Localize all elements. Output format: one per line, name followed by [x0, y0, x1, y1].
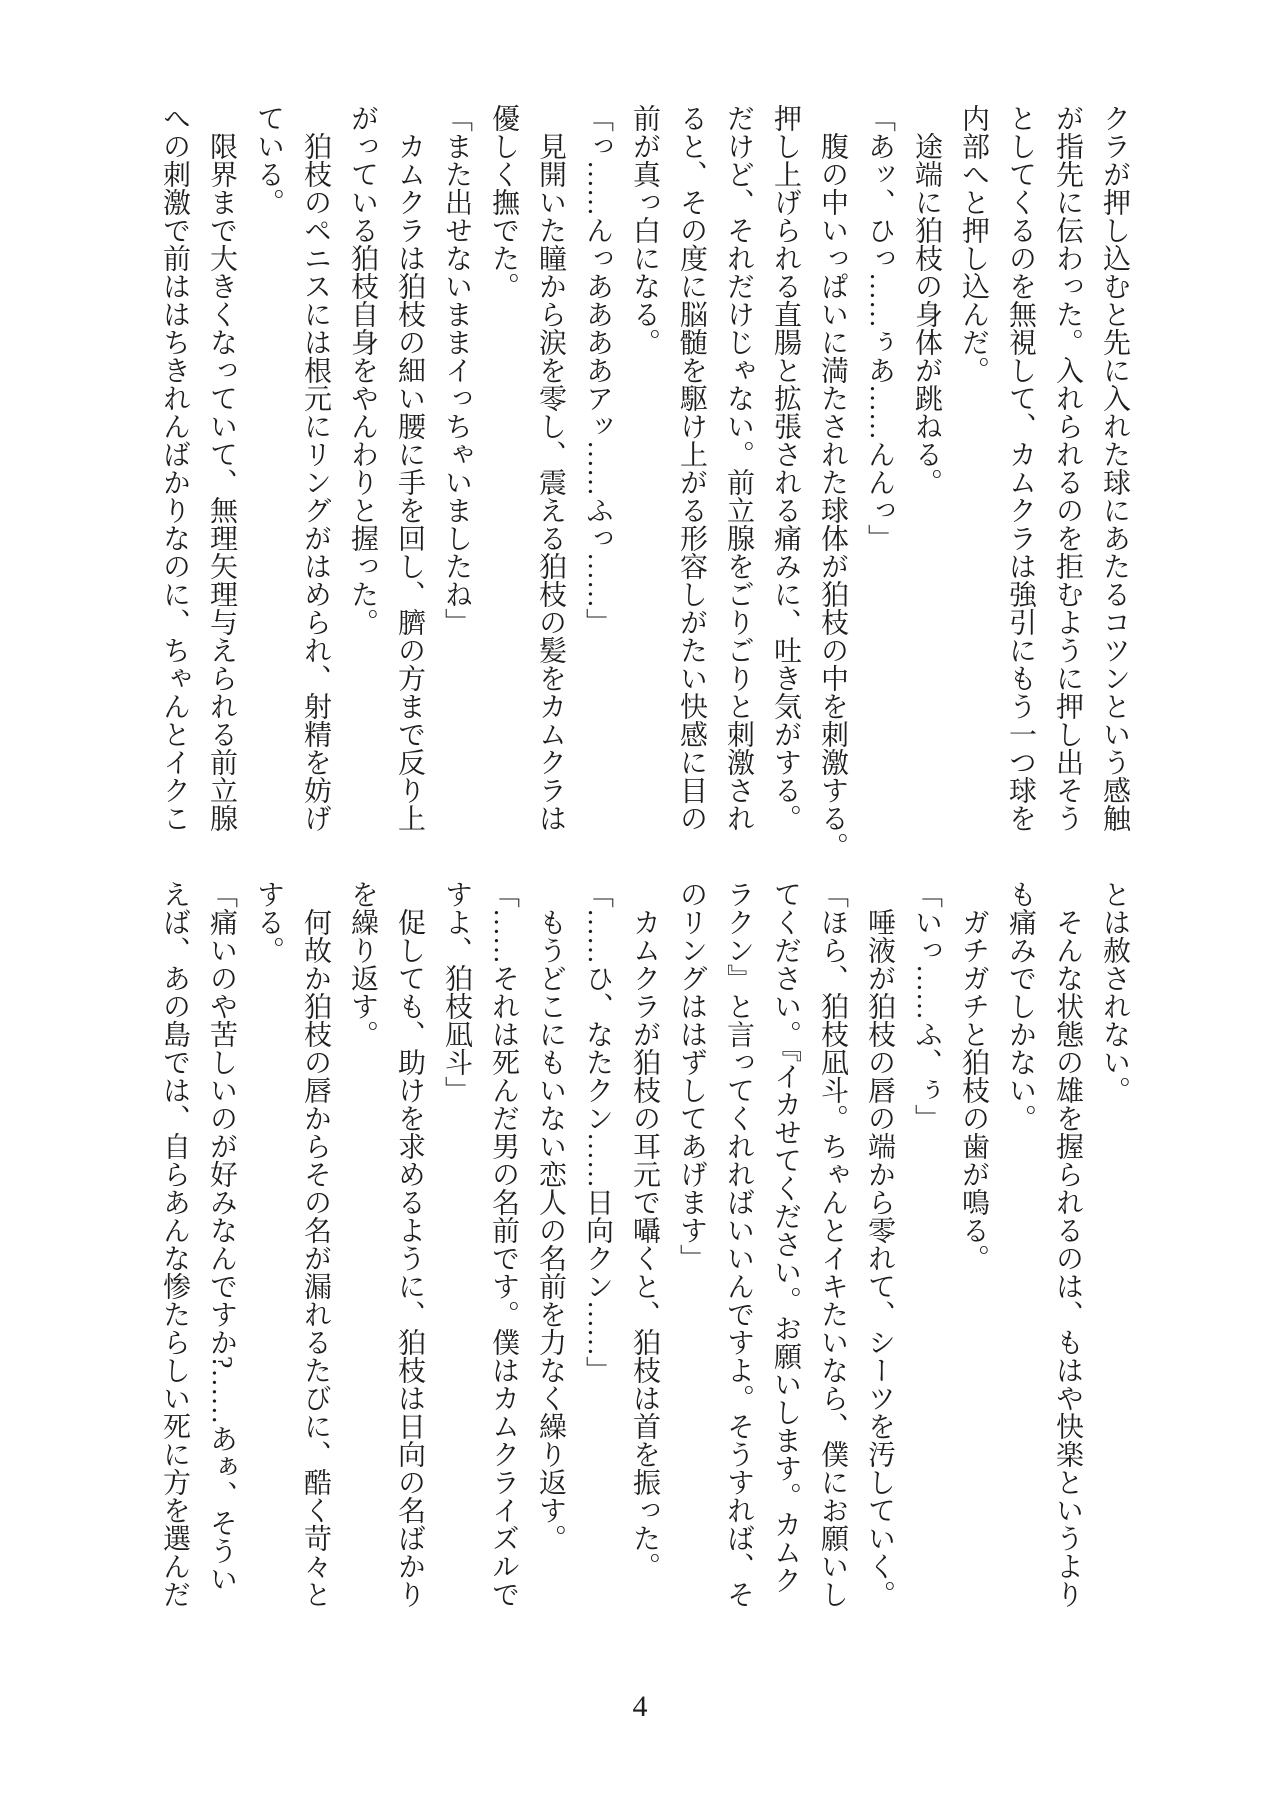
text-column: 促しても、助けを求めるように、狛枝は日向の名ばかり: [394, 880, 425, 1608]
text-column: 押し上げられる直腸と拡張される痛みに、吐き気がする。: [770, 104, 801, 832]
text-column: 「また出せないままイっちゃいましたね」: [441, 104, 472, 636]
text-column: 優しく撫でた。: [488, 104, 519, 300]
text-column: 「あッ、ひっ……ぅあ……んんっ」: [864, 104, 895, 552]
text-column: とは赦されない。: [1099, 880, 1130, 1104]
text-column: 「痛いのや苦しいのが好みなんですか?……あぁ、そうい: [206, 880, 237, 1593]
text-column: すよ、狛枝凪斗」: [441, 880, 472, 1104]
text-column: としてくるのを無視して、カムクラは強引にもう一つ球を: [1005, 104, 1036, 832]
text-column: そんな状態の雄を握られるのは、もはや快楽というより: [1052, 880, 1083, 1608]
text-column: 見開いた瞳から涙を零し、震える狛枝の髪をカムクラは: [535, 104, 566, 832]
text-column: 「っ……んっああああアッ……ふっ……」: [582, 104, 613, 636]
text-column: だけど、それだけじゃない。前立腺をごりごりと刺激され: [723, 104, 754, 832]
text-column: てください。『イカせてください。お願いします。カムク: [770, 880, 801, 1594]
text-column: 途端に狛枝の身体が跳ねる。: [911, 104, 942, 496]
text-column: 唾液が狛枝の唇の端から零れて、シーツを汚していく。: [864, 880, 895, 1608]
text-column: 「……ひ、なたクン……日向クン……」: [582, 880, 613, 1384]
text-column: 前が真っ白になる。: [629, 104, 660, 356]
text-column: 腹の中いっぱいに満たされた球体が狛枝の中を刺激する。: [817, 104, 848, 860]
text-column: を繰り返す。: [347, 880, 378, 1048]
text-column: がっている狛枝自身をやんわりと握った。: [347, 104, 378, 636]
text-column: えば、あの島では、自らあんな惨たらしい死に方を選んだ: [159, 880, 190, 1608]
text-column: のリングははずしてあげます」: [676, 880, 707, 1272]
text-column: への刺激で前ははちきれんばかりなのに、ちゃんとイクこ: [159, 104, 190, 832]
text-column: 狛枝のペニスには根元にリングがはめられ、射精を妨げ: [300, 104, 331, 832]
text-column: ガチガチと狛枝の歯が鳴る。: [958, 880, 989, 1272]
top-text-block: [144, 104, 1138, 868]
text-column: もうどこにもいない恋人の名前を力なく繰り返す。: [535, 880, 566, 1552]
text-column: 何故か狛枝の唇からその名が漏れるたびに、酷く苛々と: [300, 880, 331, 1608]
text-column: 「いっ……ふ、ぅ」: [911, 880, 942, 1132]
bottom-text-block: [144, 880, 1138, 1644]
text-column: 内部へと押し込んだ。: [958, 104, 989, 384]
text-column: ると、その度に脳髄を駆け上がる形容しがたい快感に目の: [676, 104, 707, 832]
text-column: 「……それは死んだ男の名前です。僕はカムクライズルで: [488, 880, 519, 1608]
text-column: ている。: [253, 104, 284, 216]
page-number: 4: [632, 1690, 648, 1723]
text-column: が指先に伝わった。入れられるのを拒むように押し出そう: [1052, 104, 1083, 832]
text-column: も痛みでしかない。: [1005, 880, 1036, 1132]
text-column: 限界まで大きくなっていて、無理矢理与えられる前立腺: [206, 104, 237, 832]
text-column: クラが押し込むと先に入れた球にあたるコツンという感触: [1099, 104, 1130, 832]
text-column: カムクラは狛枝の細い腰に手を回し、臍の方まで反り上: [394, 104, 425, 832]
text-column: 「ほら、狛枝凪斗。ちゃんとイキたいなら、僕にお願いし: [817, 880, 848, 1608]
text-column: ラクン』と言ってくれればいいんですよ。そうすれば、そ: [723, 880, 754, 1608]
text-column: カムクラが狛枝の耳元で囁くと、狛枝は首を振った。: [629, 880, 660, 1580]
text-column: する。: [253, 880, 284, 964]
